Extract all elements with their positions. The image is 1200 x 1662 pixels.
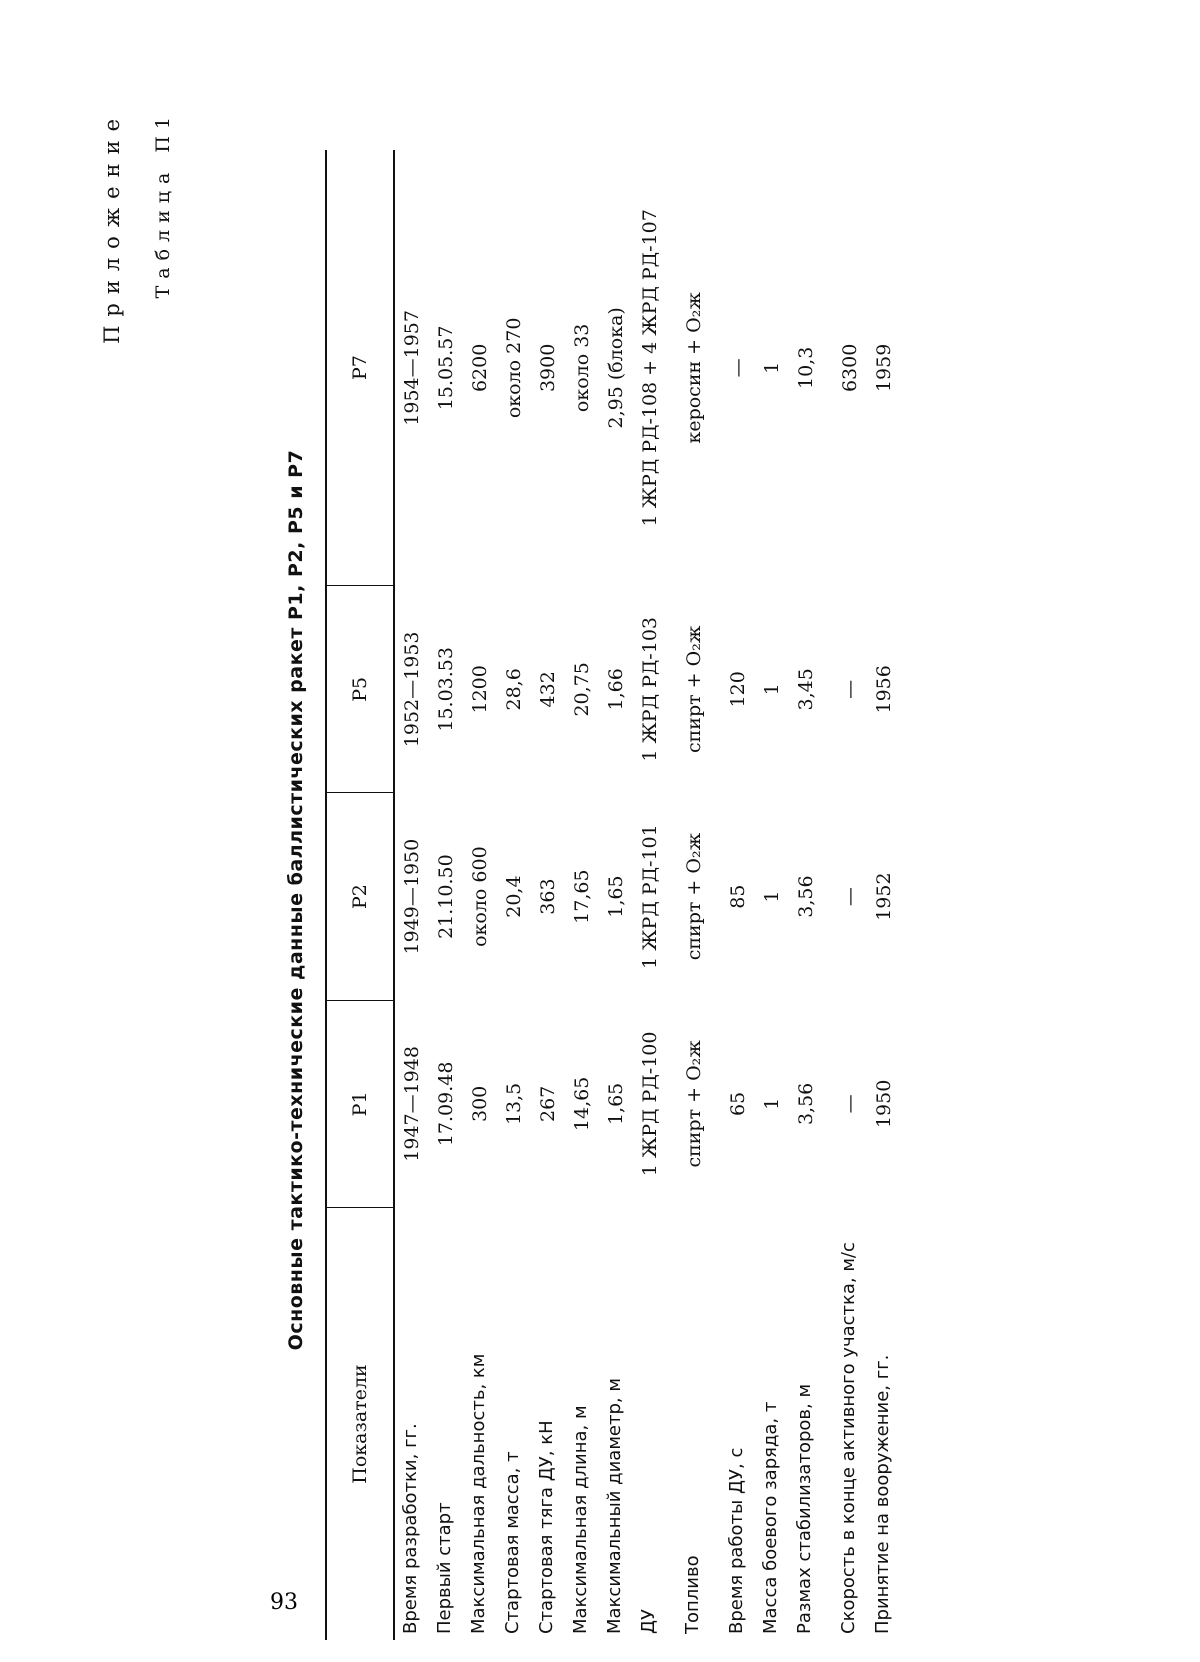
row-label: Максимальная длина, м bbox=[570, 1405, 591, 1634]
header-r2: Р2 bbox=[326, 793, 394, 1000]
cell-value: 1 bbox=[761, 683, 783, 696]
table-row bbox=[867, 150, 901, 1640]
table-row bbox=[497, 150, 531, 1640]
cell-value: 65 bbox=[727, 1091, 749, 1116]
table-row bbox=[667, 150, 711, 1640]
cell-value: 300 bbox=[469, 1085, 491, 1122]
row-label: Скорость в конце активного участка, м/с bbox=[838, 1242, 859, 1634]
cell-value: 3,56 bbox=[795, 875, 817, 918]
cell-value: 1947—1948 bbox=[401, 1046, 423, 1162]
row-label: Первый старт bbox=[434, 1502, 455, 1634]
cell-value: 1 bbox=[761, 1097, 783, 1110]
cell-value: 1954—1957 bbox=[401, 310, 423, 426]
cell-value: 3,45 bbox=[795, 668, 817, 711]
cell-value: 6300 bbox=[839, 343, 861, 393]
cell-value: 13,5 bbox=[503, 1082, 525, 1126]
cell-value: 1956 bbox=[873, 665, 895, 714]
cell-value: 267 bbox=[537, 1085, 559, 1122]
row-label: Максимальный диаметр, м bbox=[604, 1378, 625, 1634]
cell-value: 20,75 bbox=[571, 662, 593, 717]
cell-value: — bbox=[839, 1094, 861, 1114]
cell-value: 21.10.50 bbox=[435, 854, 457, 939]
cell-value: спирт + O₂ж bbox=[683, 625, 705, 753]
data-table bbox=[325, 150, 901, 1640]
cell-value: около 33 bbox=[571, 323, 593, 413]
table-row bbox=[633, 150, 667, 1640]
cell-value: 1 ЖРД РД-103 bbox=[639, 617, 661, 762]
cell-value: 363 bbox=[537, 878, 559, 915]
cell-value: 3900 bbox=[537, 343, 559, 393]
table-row bbox=[463, 150, 497, 1640]
table-row bbox=[755, 150, 789, 1640]
row-label: Масса боевого заряда, т bbox=[760, 1401, 781, 1634]
cell-value: 1,65 bbox=[605, 875, 627, 918]
cell-value: 1,66 bbox=[605, 668, 627, 711]
table-row bbox=[823, 150, 867, 1640]
cell-value: спирт + O₂ж bbox=[683, 1040, 705, 1168]
cell-value: 17.09.48 bbox=[435, 1061, 457, 1147]
cell-value: 17,65 bbox=[571, 869, 593, 924]
page-number: 93 bbox=[270, 1590, 298, 1615]
rotated-page bbox=[80, 80, 1080, 1640]
appendix-label: Приложение bbox=[100, 110, 124, 344]
header-r7: Р7 bbox=[326, 150, 394, 586]
cell-value: 3,56 bbox=[795, 1082, 817, 1126]
cell-value: 1 ЖРД РД-101 bbox=[639, 824, 661, 969]
cell-value: 1949—1950 bbox=[401, 838, 423, 955]
cell-value: спирт + O₂ж bbox=[683, 832, 705, 961]
cell-value: 15.05.57 bbox=[435, 325, 457, 411]
cell-value: 1 ЖРД РД-108 + 4 ЖРД РД-107 bbox=[639, 209, 661, 527]
cell-value: 14,65 bbox=[571, 1076, 593, 1132]
cell-value: 1200 bbox=[469, 665, 491, 714]
cell-value: 15.03.53 bbox=[435, 647, 457, 732]
cell-value: 10,3 bbox=[795, 346, 817, 390]
cell-value: — bbox=[727, 358, 749, 378]
table-header-row bbox=[326, 150, 394, 1640]
cell-value: 1959 bbox=[873, 343, 895, 393]
row-label: Время работы ДУ, с bbox=[726, 1447, 747, 1634]
table-row bbox=[429, 150, 463, 1640]
table-row bbox=[565, 150, 599, 1640]
row-label: Время разработки, гг. bbox=[400, 1423, 421, 1634]
table-row bbox=[394, 150, 429, 1640]
cell-value: около 270 bbox=[503, 317, 525, 419]
cell-value: 120 bbox=[727, 671, 749, 708]
row-label: Максимальная дальность, км bbox=[468, 1353, 489, 1634]
cell-value: 1,65 bbox=[605, 1082, 627, 1126]
cell-value: около 600 bbox=[469, 846, 491, 947]
cell-value: 6200 bbox=[469, 343, 491, 393]
cell-value: 1952—1953 bbox=[401, 631, 423, 748]
table-row bbox=[711, 150, 755, 1640]
cell-value: 1950 bbox=[873, 1079, 895, 1129]
row-label: Размах стабилизаторов, м bbox=[794, 1383, 815, 1634]
cell-value: 2,95 (блока) bbox=[605, 307, 627, 429]
cell-value: 432 bbox=[537, 671, 559, 708]
table-row bbox=[531, 150, 565, 1640]
header-r1: Р1 bbox=[326, 1000, 394, 1207]
table-number: Таблица П1 bbox=[152, 110, 174, 299]
table-row bbox=[789, 150, 823, 1640]
row-label: Стартовая тяга ДУ, кН bbox=[536, 1420, 557, 1634]
cell-value: 28,6 bbox=[503, 668, 525, 711]
cell-value: — bbox=[839, 887, 861, 907]
header-r5: Р5 bbox=[326, 586, 394, 793]
row-label: ДУ bbox=[638, 1608, 659, 1634]
cell-value: 1 bbox=[761, 361, 783, 374]
cell-value: 1 ЖРД РД-100 bbox=[639, 1031, 661, 1177]
cell-value: — bbox=[839, 679, 861, 699]
row-label: Принятие на вооружение, гг. bbox=[872, 1354, 893, 1634]
cell-value: 1 bbox=[761, 890, 783, 903]
table-title: Основные тактико-технические данные баллистических ракет Р1, Р2, Р5 и Р7 bbox=[285, 449, 307, 1351]
cell-value: 1952 bbox=[873, 872, 895, 921]
row-label: Топливо bbox=[682, 1555, 703, 1634]
cell-value: 20,4 bbox=[503, 875, 525, 918]
cell-value: керосин + O₂ж bbox=[683, 292, 705, 444]
header-indicators: Показатели bbox=[326, 1208, 394, 1641]
table-row bbox=[599, 150, 633, 1640]
row-label: Стартовая масса, т bbox=[502, 1451, 523, 1634]
cell-value: 85 bbox=[727, 884, 749, 909]
